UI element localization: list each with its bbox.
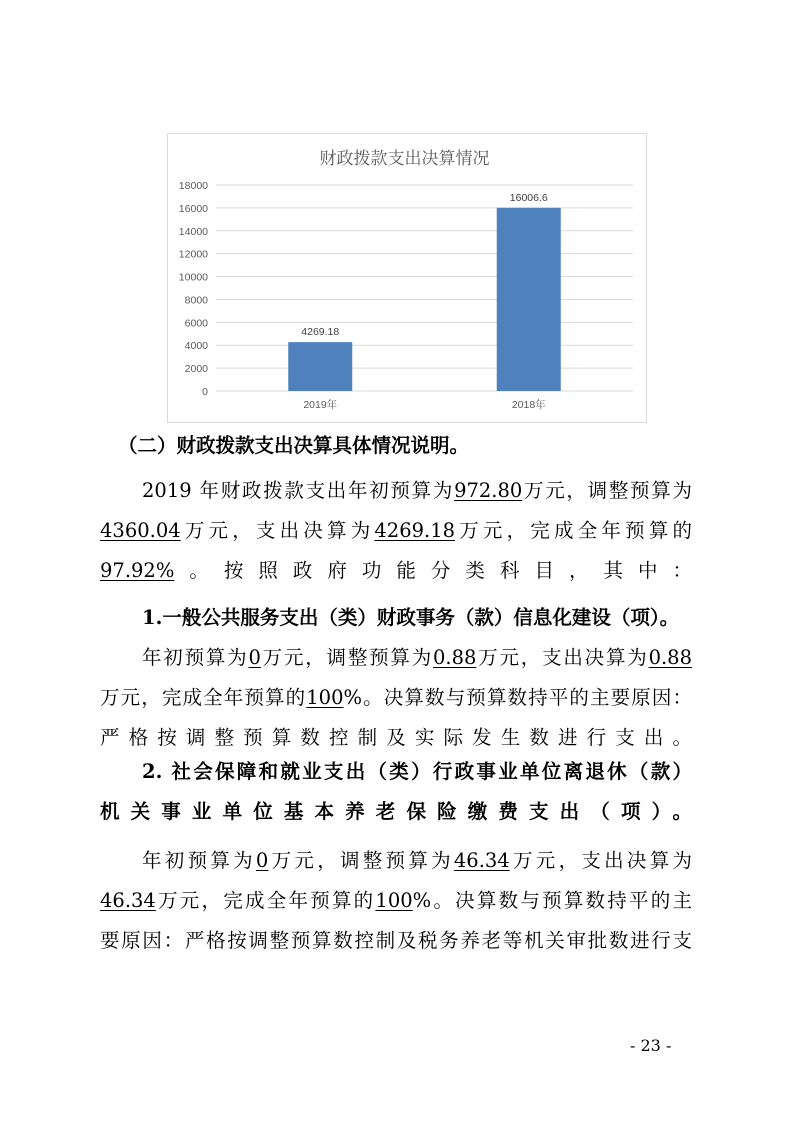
item2-text-5: %。决算数与预算数持平的主: [412, 889, 692, 912]
item1-text-4: 万元，完成全年预算的: [100, 686, 307, 709]
item2-heading-line1: 2. 社会保障和就业支出（类）行政事业单位离退休（款）: [142, 760, 692, 783]
data-label: 16006.6: [509, 191, 548, 204]
x-tick-label: 2018年: [511, 399, 546, 411]
summary-paragraph: [100, 471, 692, 591]
bar: [288, 342, 352, 391]
y-tick-label: 8000: [184, 294, 208, 307]
item2-heading: [100, 752, 692, 832]
bar-chart: [167, 133, 647, 423]
section-heading: [100, 426, 692, 466]
item2-adjusted-value: 46.34: [453, 849, 510, 872]
item2-text-3: 万元，支出决算为: [509, 849, 692, 872]
item1-initial-value: 0: [248, 646, 261, 669]
x-tick-label: 2019年: [303, 399, 338, 411]
item1-text-5: %。决算数与预算数持平的主要原因：: [343, 686, 692, 709]
y-tick-label: 0: [202, 386, 208, 398]
chart-title: 财政拨款支出决算情况: [319, 149, 490, 169]
item1-text-3: 万元，支出决算为: [476, 646, 649, 669]
item1-heading-text: 1.一般公共服务支出（类）财政事务（款）信息化建设（项）。: [142, 606, 680, 629]
item1-text-6: 严格按调整预算数控制及实际发生数进行支出。: [100, 726, 692, 749]
data-label: 4269.18: [301, 326, 340, 339]
y-tick-label: 18000: [178, 180, 208, 192]
item2-final-value: 46.34: [100, 889, 156, 912]
y-tick-label: 14000: [178, 225, 208, 238]
section-heading-text: （二）财政拨款支出决算具体情况说明。: [118, 434, 470, 457]
item1-paragraph: [100, 638, 692, 758]
item2-text-6: 要原因：严格按调整预算数控制及税务养老等机关审批数进行支: [100, 929, 692, 952]
p1-text-1: 2019 年财政拨款支出年初预算为: [142, 479, 455, 502]
p1-text-4: 万元，完成全年预算的: [455, 519, 692, 542]
final-expense-value: 4269.18: [374, 519, 456, 542]
adjusted-budget-value: 4360.04: [100, 519, 181, 542]
item2-heading-line2: 机关事业单位基本养老保险缴费支出（项）。: [100, 800, 692, 823]
bar: [497, 208, 561, 391]
y-tick-label: 10000: [178, 271, 208, 284]
item2-rate-value: 100: [375, 889, 413, 912]
page-number: - 23 -: [630, 1036, 672, 1055]
y-tick-label: 6000: [184, 317, 208, 330]
item1-rate-value: 100: [306, 686, 344, 709]
y-tick-label: 4000: [184, 340, 208, 353]
item2-paragraph: [100, 841, 692, 961]
p1-text-3: 万元，支出决算为: [180, 519, 375, 542]
initial-budget-value: 972.80: [454, 479, 523, 502]
item2-text-1: 年初预算为: [142, 849, 256, 872]
item2-text-2: 万元，调整预算为: [268, 849, 454, 872]
item1-heading: [100, 598, 702, 638]
completion-rate-value: 97.92%: [100, 559, 175, 582]
item1-final-value: 0.88: [648, 646, 692, 669]
y-tick-label: 12000: [178, 248, 208, 261]
item1-text-1: 年初预算为: [142, 646, 249, 669]
chart-svg: [168, 134, 646, 422]
item1-text-2: 万元，调整预算为: [260, 646, 434, 669]
p1-text-5: 。按照政府功能分类科目，其中：: [174, 559, 692, 582]
p1-text-2: 万元，调整预算为: [522, 479, 692, 502]
y-tick-label: 2000: [184, 363, 208, 376]
y-tick-label: 16000: [178, 202, 208, 215]
item1-adjusted-value: 0.88: [433, 646, 477, 669]
item2-initial-value: 0: [255, 849, 269, 872]
item2-text-4: 万元，完成全年预算的: [155, 889, 376, 912]
